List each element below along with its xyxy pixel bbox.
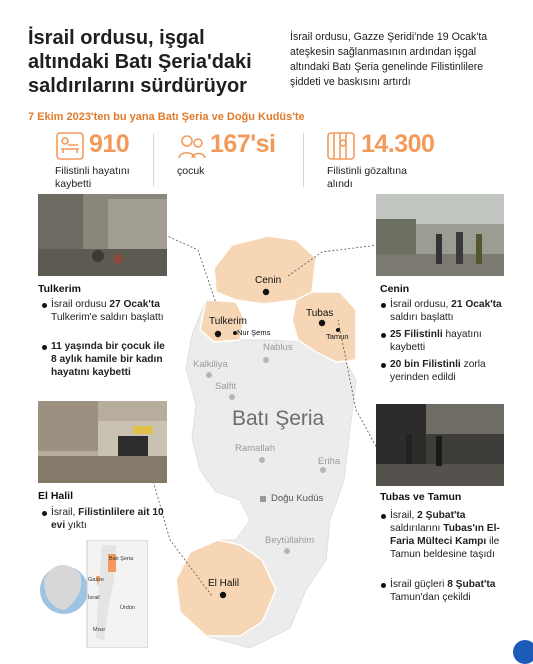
photo-tubas	[376, 404, 504, 486]
stat-label-killed: Filistinli hayatını kaybetti	[55, 165, 130, 190]
city-label-eriha: Eriha	[318, 456, 341, 467]
city-label-el-halil: El Halil	[208, 578, 240, 589]
tubas-bullet-1: İsrail, 2 Şubat'ta saldırılarını Tubas'ın El-Faria Mülteci Kampı ile Tamun beldesine taşıdı	[381, 509, 516, 561]
intro-text: İsrail ordusu, Gazze Şeridi'nde 19 Ocak'ta ateşkesin sağlanmasının ardından işgal altındaki Batı Şeria genelinde Filistinlilere şiddeti ve baskısını artırdı	[290, 31, 488, 88]
cenin-bullet-1: İsrail ordusu, 21 Ocak'ta saldırı başlattı	[381, 298, 511, 324]
city-label-tubas: Tubas	[306, 308, 334, 319]
city-label-salfit: Salfit	[215, 381, 237, 392]
city-label-nur-sems: Nur Şems	[237, 328, 271, 337]
stat-value-children: 167'si	[210, 130, 276, 158]
region-title-tulkerim: Tulkerim	[38, 283, 81, 295]
inset-label-gazze: Gazze	[88, 577, 104, 583]
inset-label-urdun: Ürdün	[120, 605, 135, 611]
subtitle: 7 Ekim 2023'ten bu yana Batı Şeria ve Doğu Kudüs'te	[28, 111, 305, 123]
city-label-tulkerim: Tulkerim	[209, 316, 247, 327]
city-label-dogu-kudus: Doğu Kudüs	[271, 493, 324, 504]
inset-label-israil: İsrail	[88, 595, 100, 601]
city-label-kalkiliya: Kalkiliya	[193, 359, 228, 370]
cenin-bullet-2: 25 Filistinli hayatını kaybetti	[381, 328, 511, 354]
photo-elhalil	[38, 401, 167, 483]
city-label-tamun: Tamun	[326, 332, 349, 341]
inset-label-bati-seria: Batı Şeria	[109, 556, 134, 562]
tulkerim-bullet-1: İsrail ordusu 27 Ocak'ta Tulkerim'e saldırı başlattı	[42, 298, 167, 324]
stat-label-children: çocuk	[177, 165, 205, 177]
photo-tulkerim	[38, 194, 167, 276]
region-title-elhalil: El Halil	[38, 490, 74, 502]
region-title-tubas: Tubas ve Tamun	[380, 491, 462, 503]
inset-label-misir: Mısır	[93, 627, 106, 633]
corner-badge-icon	[513, 640, 533, 664]
cenin-bullet-3: 20 bin Filistinli zorla yerinden edildi	[381, 358, 511, 384]
city-label-beytullahim: Beytüllahim	[265, 535, 315, 546]
page-title: İsrail ordusu, işgal altındaki Batı Şeria'daki saldırılarını sürdürüyor	[28, 27, 252, 97]
city-label-cenin: Cenin	[255, 275, 282, 286]
city-label-ramallah: Ramallah	[235, 443, 276, 454]
tubas-bullet-2: İsrail güçleri 8 Şubat'ta Tamun'dan çekildi	[381, 578, 516, 604]
tulkerim-bullet-2: 11 yaşında bir çocuk ile 8 aylık hamile bir kadın hayatını kaybetti	[42, 340, 167, 379]
city-label-nablus: Nablus	[263, 342, 293, 353]
photo-cenin	[376, 194, 504, 276]
stat-label-detained: Filistinli gözaltına alındı	[327, 165, 407, 190]
region-name-label: Batı Şeria	[232, 407, 325, 430]
stat-value-killed: 910	[89, 130, 130, 158]
elhalil-bullet-1: İsrail, Filistinlilere ait 10 evi yıktı	[42, 506, 167, 532]
stat-value-detained: 14.300	[361, 130, 435, 158]
region-title-cenin: Cenin	[380, 283, 410, 295]
